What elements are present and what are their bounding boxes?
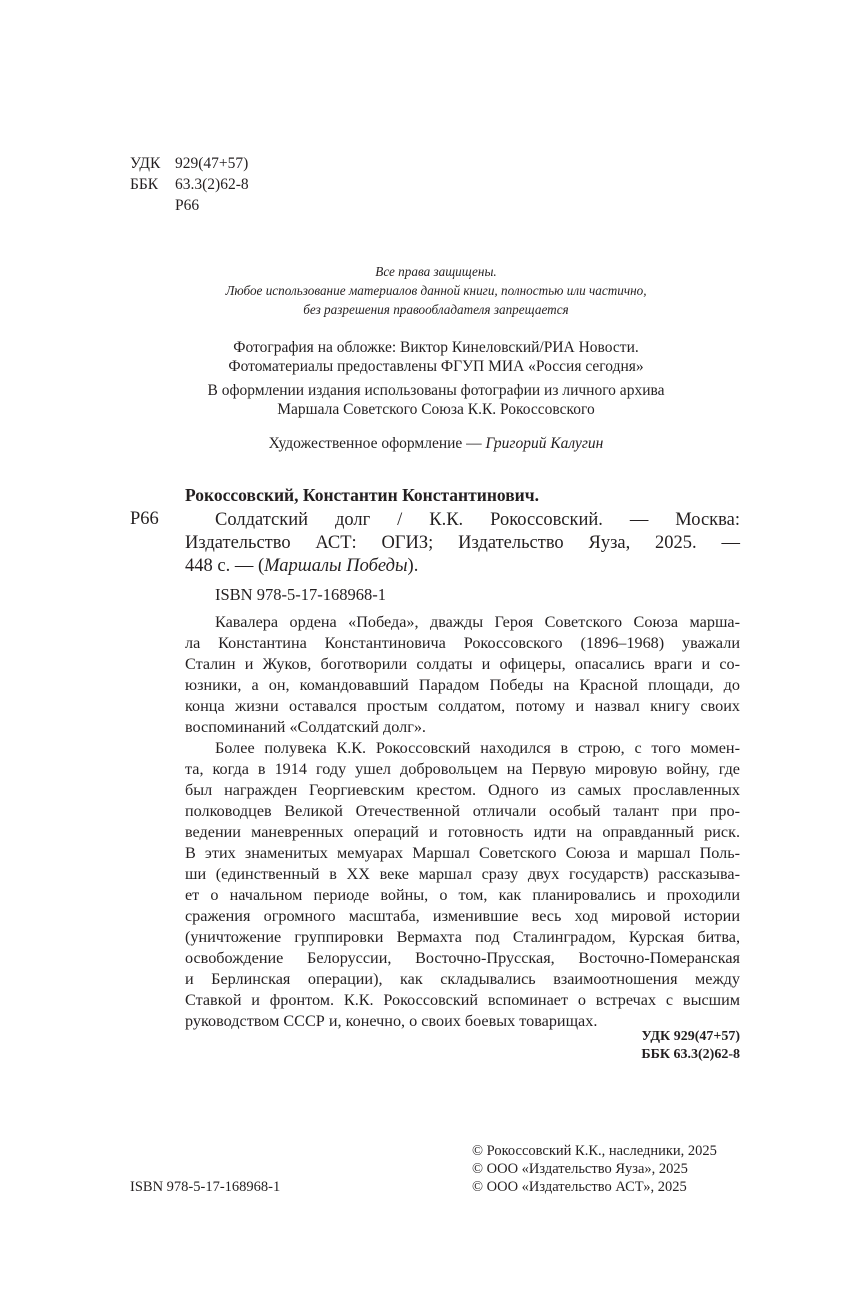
series-name: Маршалы Победы [264, 556, 408, 576]
footer-isbn: ISBN 978-5-17-168968-1 [130, 1179, 281, 1195]
bib-mark: Р66 [130, 509, 159, 529]
text-line: (уничтожение группировки Вермахта под Сталинградом, Курская битва, [185, 928, 740, 946]
copyright-line: © ООО «Издательство АСТ», 2025 [472, 1179, 687, 1195]
pages-text: 448 с. — ( [185, 556, 265, 576]
bib-line: Издательство АСТ: ОГИЗ; Издательство Яуза, 2025. — [185, 533, 740, 553]
udk-label: УДК [130, 155, 161, 172]
designer-name: Григорий Калугин [485, 435, 604, 452]
text-line: полководцев Великой Отечественной отличали особый талант при про- [185, 802, 740, 820]
rights-line: без разрешения правообладателя запрещается [303, 302, 569, 317]
text-line: конца жизни оставался простым солдатом, потому и назвал книгу своих [185, 697, 740, 715]
text-line: руководством СССР и, конечно, о своих боевых товарищах. [185, 1012, 598, 1030]
archive-credit: Маршала Советского Союза К.К. Рокоссовского [277, 401, 595, 418]
copyright-line: © ООО «Издательство Яуза», 2025 [472, 1161, 688, 1177]
rights-line: Все права защищены. [375, 264, 497, 279]
udk-code: УДК 929(47+57) [641, 1029, 740, 1044]
bib-line: Солдатский долг / К.К. Рокоссовский. — Москва: [215, 510, 740, 530]
photo-credit: Фотография на обложке: Виктор Кинеловский/РИА Новости. [233, 339, 639, 356]
bbk-code: ББК 63.3(2)62-8 [641, 1047, 740, 1062]
text-line: и Берлинская операции), как складывались взаимоотношения между [185, 970, 740, 988]
copyright-line: © Рокоссовский К.К., наследники, 2025 [472, 1143, 717, 1159]
archive-credit: В оформлении издания использованы фотографии из личного архива [207, 382, 665, 399]
author-mark: Р66 [175, 197, 200, 214]
text-line: В этих знаменитых мемуарах Маршал Советского Союза и маршал Поль- [185, 844, 740, 862]
photo-credit: Фотоматериалы предоставлены ФГУП МИА «Россия сегодня» [228, 358, 644, 375]
punctuation: ). [407, 556, 419, 576]
text-line: ла Константина Константиновича Рокоссовского (1896–1968) уважали [185, 634, 740, 652]
text-line: освобождение Белоруссии, Восточно-Прусская, Восточно-Померанская [185, 949, 740, 967]
design-label: Художественное оформление — [268, 435, 486, 452]
text-line: юзники, а он, командовавший Парадом Победы на Красной площади, до [185, 676, 740, 694]
bbk-value: 63.3(2)62-8 [175, 176, 249, 193]
udk-value: 929(47+57) [175, 155, 249, 172]
bbk-label: ББК [130, 176, 159, 193]
text-line: ши (единственный в XX веке маршал сразу двух государств) рассказыва- [185, 865, 740, 883]
text-line: Кавалера ордена «Победа», дважды Героя Советского Союза марша- [215, 613, 740, 631]
text-line: Сталин и Жуков, боготворили солдаты и офицеры, опасались враги и со- [185, 655, 740, 673]
bib-line [185, 555, 740, 577]
text-line: та, когда в 1914 году ушел добровольцем на Первую мировую войну, где [185, 760, 740, 778]
text-line: Ставкой и фронтом. К.К. Рокоссовский вспоминает о встречах с высшим [185, 991, 740, 1009]
design-credit [130, 435, 742, 453]
text-line: сражения огромного масштаба, изменившие весь ход мировой истории [185, 907, 740, 925]
text-line: был награжден Георгиевским крестом. Одного из самых прославленных [185, 781, 740, 799]
text-line: воспоминаний «Солдатский долг». [185, 718, 426, 736]
text-line: ет о начальном периоде войны, о том, как планировались и проходили [185, 886, 740, 904]
rights-line: Любое использование материалов данной книги, полностью или частично, [225, 283, 647, 298]
text-line: ведении маневренных операций и готовность идти на оправданный риск. [185, 823, 740, 841]
bib-isbn: ISBN 978-5-17-168968-1 [215, 585, 386, 604]
author-heading: Рокоссовский, Константин Константинович. [185, 485, 539, 505]
text-line: Более полувека К.К. Рокоссовский находился в строю, с того момен- [215, 739, 740, 757]
